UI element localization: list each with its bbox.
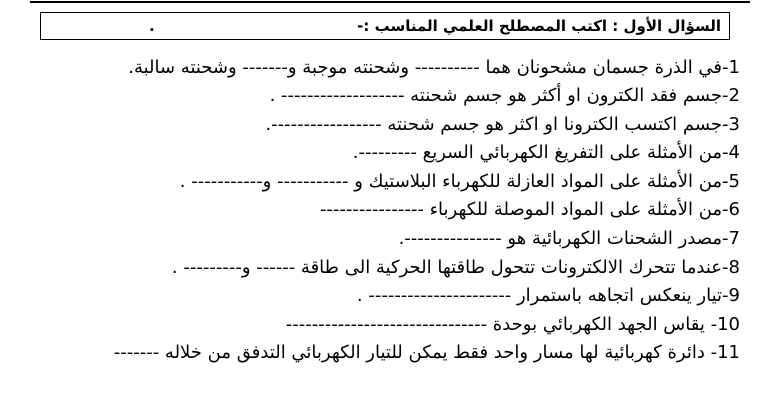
question-text: من الأمثلة على التفريغ الكهربائي السريع ---------. bbox=[352, 142, 723, 164]
question-number: 3- bbox=[722, 113, 740, 135]
question-number: 5- bbox=[722, 170, 740, 192]
question-item-1 bbox=[40, 54, 740, 82]
question-text: جسم فقد الكترون او أكثر هو جسم شحنته ------------------- . bbox=[269, 85, 723, 106]
question-text: من الأمثلة على المواد الموصلة للكهرباء ---------------- bbox=[319, 199, 723, 221]
question-item-6 bbox=[40, 196, 740, 225]
question-number: 6- bbox=[722, 199, 740, 221]
header-trailing-dot: . bbox=[149, 17, 155, 35]
top-border-line bbox=[30, 1, 750, 3]
question-text: جسم اكتسب الكترونا او اكثر هو جسم شحنته -----------------. bbox=[265, 113, 723, 135]
question-text: من الأمثلة على المواد العازلة للكهرباء البلاستيك و ----------- و----------- . bbox=[179, 170, 723, 192]
question-text: دائرة كهربائية لها مسار واحد فقط يمكن للتيار الكهربائي التدفق من خلاله ------- bbox=[113, 342, 711, 364]
question-header-box bbox=[40, 12, 730, 40]
question-header-title: السؤال الأول : اكتب المصطلح العلمي المناسب :- bbox=[357, 17, 721, 35]
question-text: عندما تتحرك الالكترونات تتحول طاقتها الحركية الى طاقة ------ و--------- . bbox=[171, 256, 723, 278]
question-number: 2- bbox=[722, 85, 740, 106]
questions-list bbox=[40, 54, 740, 368]
question-text: تيار ينعكس اتجاهه باستمرار ---------------------- . bbox=[356, 285, 723, 307]
question-text: في الذرة جسمان مشحونان هما ---------- وشحنته موجبة و------- وشحنته سالبة. bbox=[128, 57, 723, 78]
question-number: 11- bbox=[710, 342, 740, 364]
question-number: 4- bbox=[722, 142, 740, 164]
question-item-8 bbox=[40, 254, 740, 283]
question-item-9 bbox=[40, 282, 740, 311]
question-text: يقاس الجهد الكهربائي بوحدة ------------------------------- bbox=[285, 313, 711, 335]
question-item-2 bbox=[40, 82, 740, 111]
question-item-4 bbox=[40, 139, 740, 168]
question-item-10 bbox=[40, 311, 740, 340]
question-number: 7- bbox=[722, 227, 740, 249]
question-number: 9- bbox=[722, 285, 740, 307]
question-number: 1- bbox=[722, 57, 740, 78]
question-item-11 bbox=[40, 339, 740, 368]
question-text: مصدر الشحنات الكهربائية هو ---------------. bbox=[398, 227, 723, 249]
question-item-3 bbox=[40, 111, 740, 140]
question-item-7 bbox=[40, 225, 740, 254]
question-number: 8- bbox=[722, 256, 740, 278]
question-number: 10- bbox=[710, 313, 740, 335]
question-item-5 bbox=[40, 168, 740, 197]
